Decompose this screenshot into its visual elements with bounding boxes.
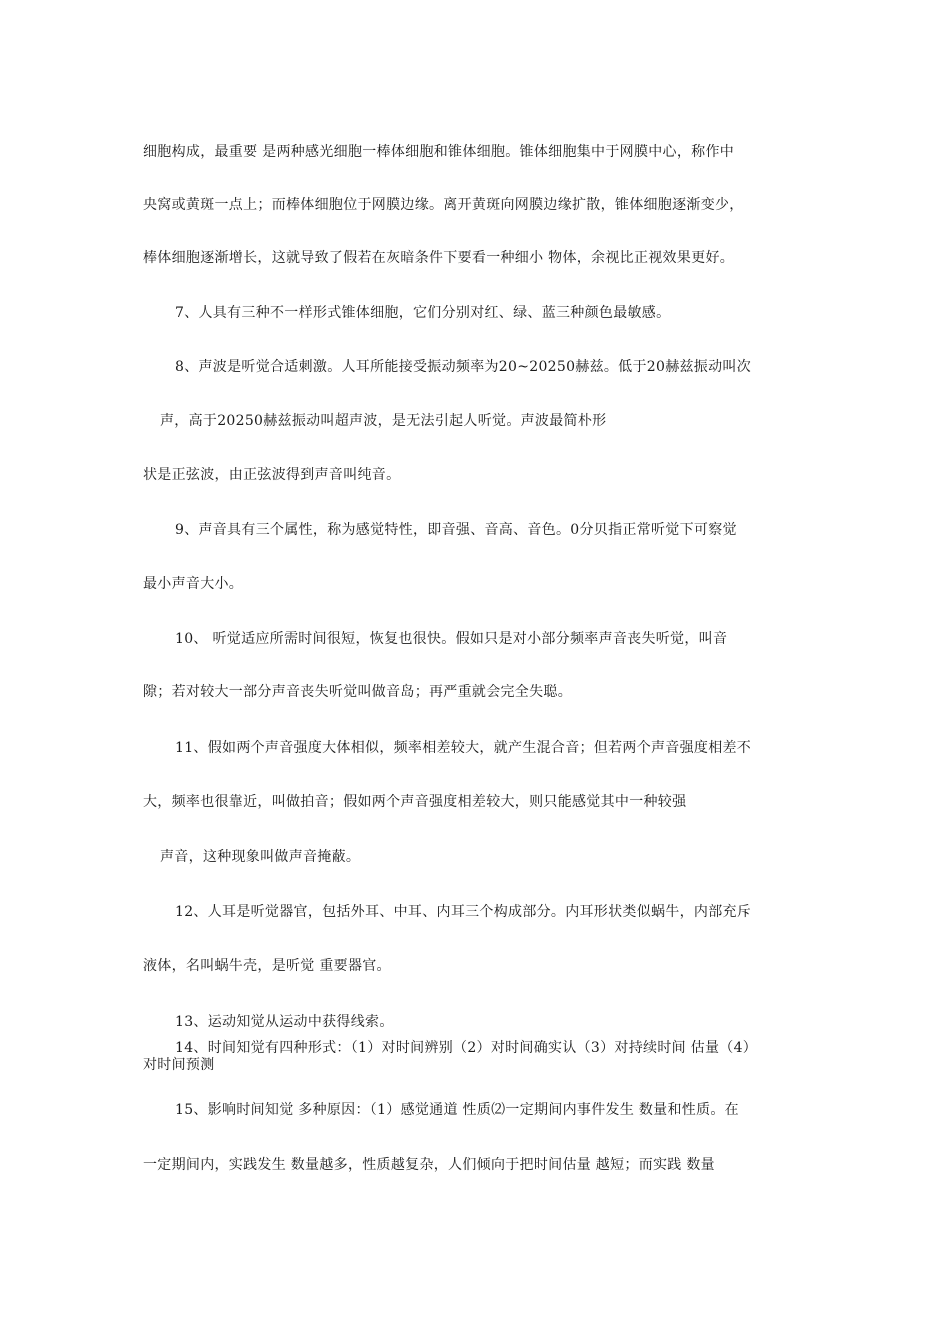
text-line: 隙；若对较大一部分声音丧失听觉叫做音岛；再严重就会完全失聪。 <box>143 684 572 700</box>
text-line: 8、声波是听觉合适刺激。人耳所能接受振动频率为20~20250赫兹。低于20赫兹振动叫次 <box>175 359 752 375</box>
text-line: 对时间预测 <box>143 1057 215 1073</box>
text-line: 9、声音具有三个属性，称为感觉特性，即音强、音高、音色。0分贝指正常听觉下可察觉 <box>175 522 737 538</box>
text-line: 声音，这种现象叫做声音掩蔽。 <box>160 849 361 865</box>
text-line: 10、 听觉适应所需时间很短，恢复也很快。假如只是对小部分频率声音丧失听觉，叫音 <box>175 631 728 647</box>
text-line: 一定期间内，实践发生 数量越多，性质越复杂，人们倾向于把时间估量 越短；而实践 数量 <box>143 1157 715 1173</box>
text-line: 液体，名叫蜗牛壳，是听觉 重要器官。 <box>143 958 391 974</box>
text-line: 棒体细胞逐渐增长，这就导致了假若在灰暗条件下要看一种细小 物体，余视比正视效果更好。 <box>143 250 735 266</box>
text-line: 7、人具有三种不一样形式锥体细胞，它们分别对红、绿、蓝三种颜色最敏感。 <box>175 305 671 321</box>
text-line: 11、假如两个声音强度大体相似，频率相差较大，就产生混合音；但若两个声音强度相差不 <box>175 740 752 756</box>
text-line: 12、人耳是听觉器官，包括外耳、中耳、内耳三个构成部分。内耳形状类似蜗牛，内部充斥 <box>175 904 752 920</box>
text-line: 状是正弦波，由正弦波得到声音叫纯音。 <box>143 467 401 483</box>
text-line: 细胞构成，最重要 是两种感光细胞一棒体细胞和锥体细胞。锥体细胞集中于网膜中心，称作中 <box>143 144 735 160</box>
text-line: 大，频率也很靠近，叫做拍音；假如两个声音强度相差较大，则只能感觉其中一种较强 <box>143 794 687 810</box>
text-line: 14、时间知觉有四种形式：（1）对时间辨别（2）对时间确实认（3）对持续时间 估量（4） <box>175 1040 758 1056</box>
text-line: 13、运动知觉从运动中获得线索。 <box>175 1014 394 1030</box>
text-line: 15、影响时间知觉 多种原因：（1）感觉通道 性质⑵一定期间内事件发生 数量和性质。在 <box>175 1102 739 1118</box>
text-line: 最小声音大小。 <box>143 576 244 592</box>
text-line: 声，高于20250赫兹振动叫超声波，是无法引起人听觉。声波最简朴形 <box>160 413 607 429</box>
text-line: 央窝或黄斑一点上；而棒体细胞位于网膜边缘。离开黄斑向网膜边缘扩散，锥体细胞逐渐变少， <box>143 197 744 213</box>
